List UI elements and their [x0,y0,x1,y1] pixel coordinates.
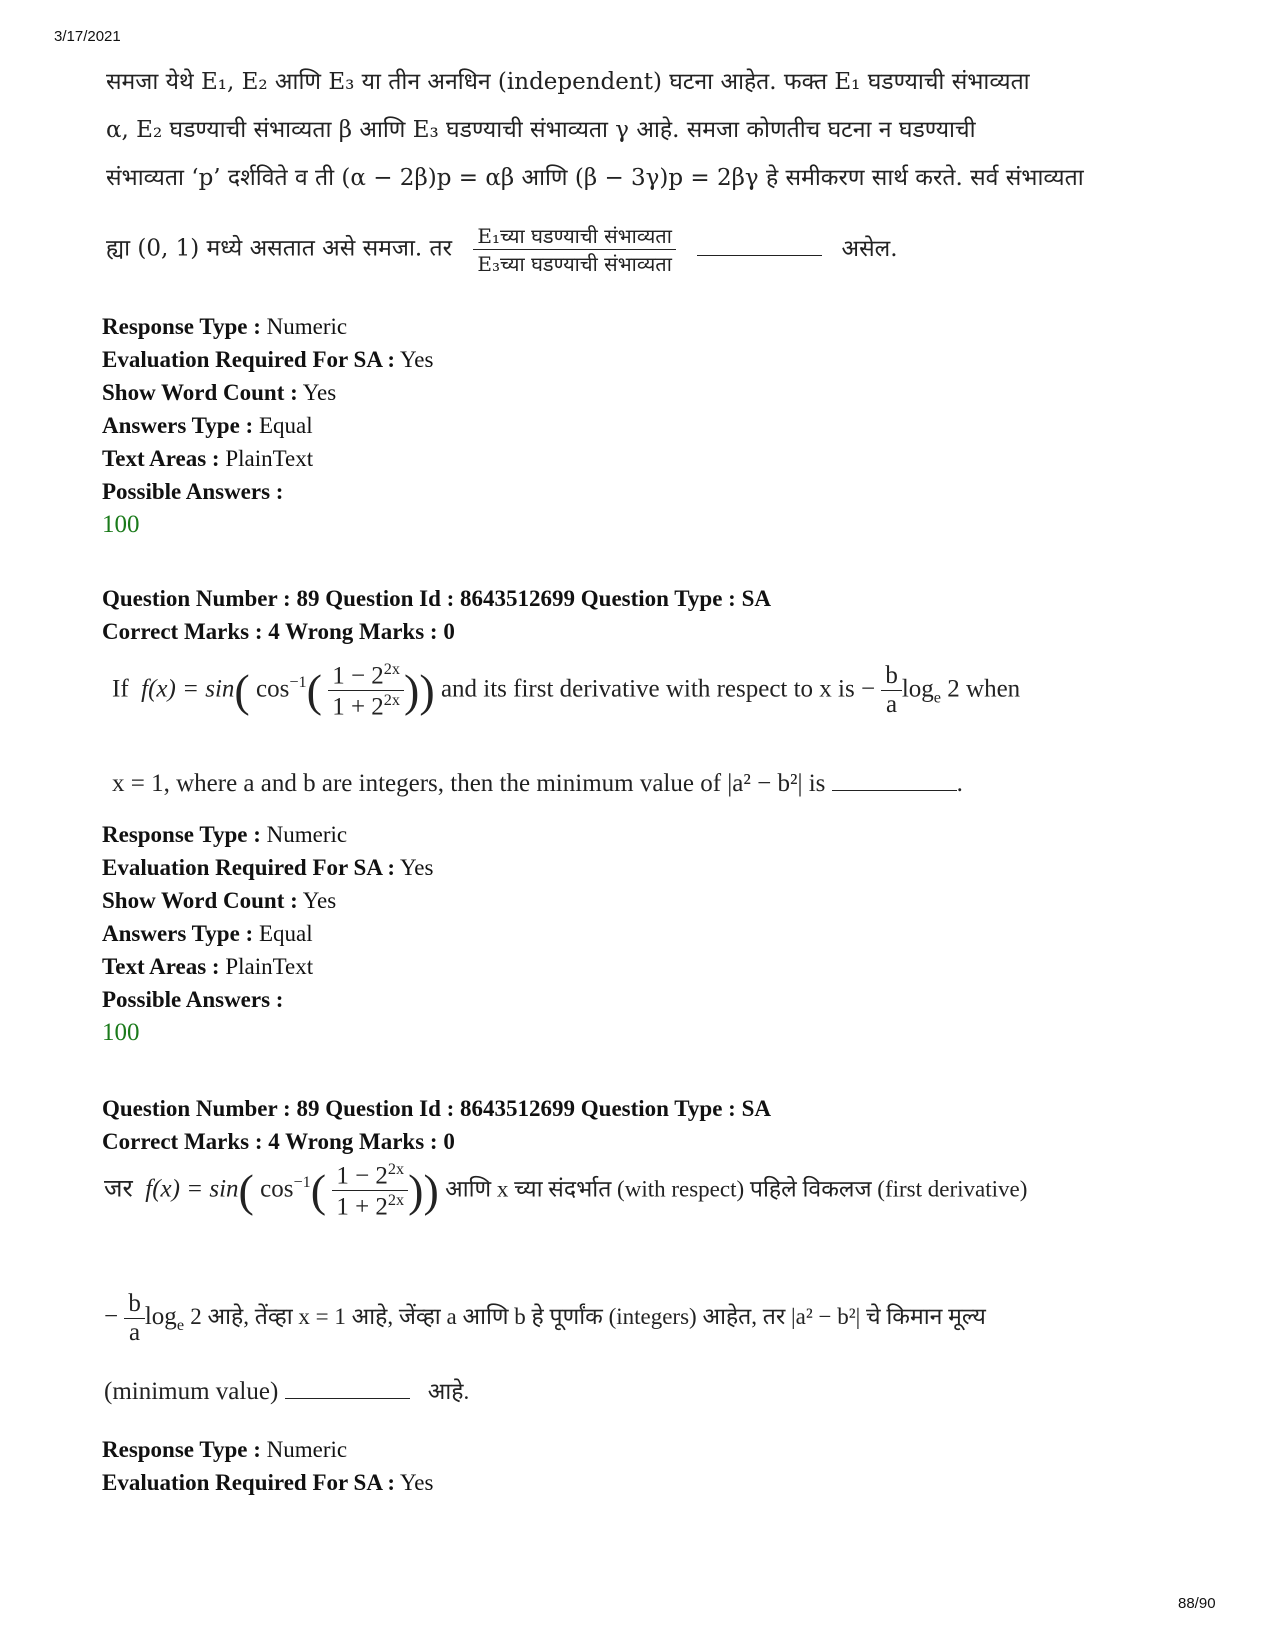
page-number: 88/90 [1178,1595,1216,1612]
evaluation-row: Evaluation Required For SA : Yes [102,347,434,372]
q89m-fraction: $\frac{1 - 2^{2x}}{1 + 2^{2x}}$ [332,1160,408,1222]
q89-b-over-a: $\frac{b}{a}$ [881,662,902,719]
question-id-line: Question Number : 89 Question Id : 8643512699 Question Type : SA [102,1096,771,1121]
answer-blank [285,1380,410,1399]
q88-line-4 [106,222,898,277]
q89-line-2: x = 1, where a and b are integers, then the minimum value of |a² − b²| is . [112,770,963,797]
q88-fraction-den: E₃च्या घडण्याची संभाव्यता [477,252,672,276]
possible-answers-row: Possible Answers : [102,987,284,1012]
q88-fraction [473,222,676,277]
q88-line-4-post: असेल. [841,235,898,262]
possible-answers-row: Possible Answers : [102,479,284,504]
evaluation-row: Evaluation Required For SA : Yes [102,1470,434,1495]
q88-line-4-pre: ह्या (0, 1) मध्ये असतात असे समजा. तर [106,235,453,262]
answer-blank [832,772,957,791]
response-type-row: Response Type : Numeric [102,822,348,847]
q88-line-3: संभाव्यता ‘p’ दर्शविते व ती (α − 2β)p = αβ आणि (β − 3γ)p = 2βγ हे समीकरण सार्थ करते. सर्व संभाव्यता [106,165,1084,191]
question-89-header [102,582,771,648]
possible-answer-value: 100 [102,511,140,538]
question-89-marathi-header [102,1092,771,1158]
marks-line: Correct Marks : 4 Wrong Marks : 0 [102,619,455,644]
response-type-row: Response Type : Numeric [102,1437,348,1462]
q89-formula-line: If f(x) = sin( $\cos^{-1}$( $\frac{1 - 2^{2x}}{1 + 2^{2x}}$ )) and its first derivative with respect to x is − $\frac{b}{a}$ $\log_e 2$ when [112,660,1021,721]
q89m-line-2: − $\frac{b}{a}$ $\log_e 2$ आहे, तेंव्हा x = 1 आहे, जेंव्हा a आणि b हे पूर्णांक (integers) आहेत, तर |a² − b²| चे किमान मूल्य [104,1290,986,1346]
question-id-line: Question Number : 89 Question Id : 8643512699 Question Type : SA [102,586,771,611]
text-areas-row: Text Areas : PlainText [102,446,314,471]
question-meta-2 [102,818,433,1049]
marks-line: Correct Marks : 4 Wrong Marks : 0 [102,1129,455,1154]
response-type-row: Response Type : Numeric [102,314,348,339]
q89-fraction: $\frac{1 - 2^{2x}}{1 + 2^{2x}}$ [328,660,404,722]
answers-type-row: Answers Type : Equal [102,921,313,946]
answers-type-row: Answers Type : Equal [102,413,313,438]
q89m-line-3: (minimum value) आहे. [104,1378,470,1405]
q88-line-2: α, E₂ घडण्याची संभाव्यता β आणि E₃ घडण्याची संभाव्यता γ आहे. समजा कोणतीच घटना न घडण्याची [106,117,976,143]
text-areas-row: Text Areas : PlainText [102,954,314,979]
answer-blank [697,237,822,256]
word-count-row: Show Word Count : Yes [102,380,337,405]
q88-line-1: समजा येथे E₁, E₂ आणि E₃ या तीन अनधिन (independent) घटना आहेत. फक्त E₁ घडण्याची संभाव्यता [106,69,1030,95]
question-meta-3 [102,1433,433,1499]
question-meta-1 [102,310,433,541]
evaluation-row: Evaluation Required For SA : Yes [102,855,434,880]
q89m-b-over-a: $\frac{b}{a}$ [124,1290,145,1347]
possible-answer-value: 100 [102,1019,140,1046]
q89m-formula-line: जर f(x) = sin( $\cos^{-1}$( $\frac{1 - 2^{2x}}{1 + 2^{2x}}$ )) आणि x च्या संदर्भात (with respect) पहिले विकलज (first derivative) [104,1160,1028,1221]
print-date: 3/17/2021 [54,28,121,45]
word-count-row: Show Word Count : Yes [102,888,337,913]
q88-fraction-num: E₁च्या घडण्याची संभाव्यता [473,222,676,250]
